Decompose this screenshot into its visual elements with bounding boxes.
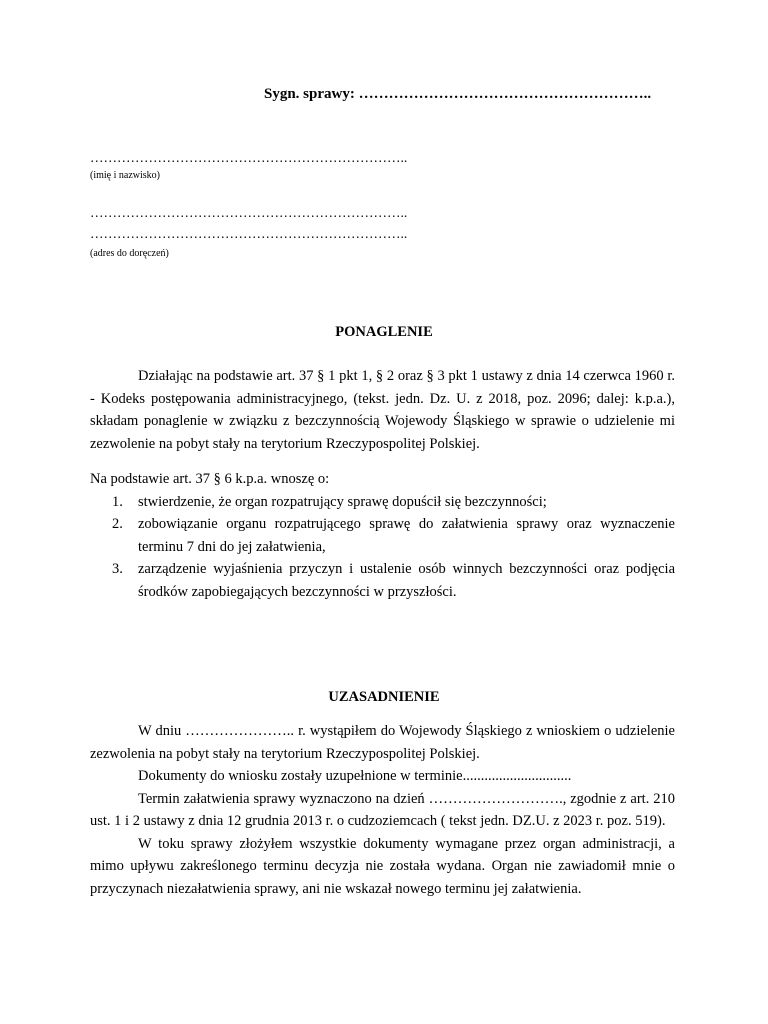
case-number-value: ………………………………………………….. [358,86,652,102]
list-item [90,558,675,603]
uzasadnienie-title: UZASADNIENIE [328,689,440,705]
sender-address-line-1: …………………………………………………………….. [90,205,408,220]
requests-list [90,491,675,604]
ponaglenie-intro-block [90,365,675,455]
requests-lead: Na podstawie art. 37 § 6 k.p.a. wnoszę o: [90,471,330,487]
sender-address-caption: (adres do doręczeń) [90,248,169,259]
list-item-number: 2. [112,516,123,532]
requests-block [90,468,675,603]
uzasadnienie-paragraph-4: W toku sprawy złożyłem wszystkie dokumenty wymagane przez organ administracji, a mimo upływu zakreślonego terminu decyzja nie została wydana. Organ nie zawiadomił mnie o przyczynach niezałatwienia sprawy, ani nie wskazał nowego terminu jej załatwienia. [90,835,675,897]
sender-name-line: …………………………………………………………….. [90,150,408,165]
ponaglenie-intro: Działając na podstawie art. 37 § 1 pkt 1, § 2 oraz § 3 pkt 1 ustawy z dnia 14 czerwca 1960 r. - Kodeks postępowania administracyjnego, (tekst. jedn. Dz. U. z 2018, poz. 2096; dalej: k.p.a.), składam ponaglenie w związku z bezczynnością Wojewody Śląskiego w sprawie o udzielenie mi zezwolenie na pobyt stały na terytorium Rzeczypospolitej Polskiej. [90,368,675,452]
sender-address-line-2: …………………………………………………………….. [90,226,408,241]
list-item [90,491,675,514]
list-item-text: zobowiązanie organu rozpatrującego sprawę do załatwienia sprawy oraz wyznaczenie terminu 7 dni do jej załatwienia, [138,516,675,555]
uzasadnienie-paragraph-3: Termin załatwienia sprawy wyznaczono na dzień ………………………., zgodnie z art. 210 ust. 1 i 2 ustawy z dnia 12 grudnia 2013 r. o cudzoziemcach ( tekst jedn. DZ.U. z 2023 r. poz. 519). [90,790,675,829]
case-number-line [264,86,651,103]
sender-name-caption: (imię i nazwisko) [90,170,160,181]
uzasadnienie-paragraph-1: W dniu ………………….. r. wystąpiłem do Wojewody Śląskiego z wnioskiem o udzielenie zezwolenia na pobyt stały na terytorium Rzeczypospolitej Polskiej. [90,723,675,762]
list-item-number: 1. [112,493,123,510]
list-item-number: 3. [112,561,123,577]
uzasadnienie-block [90,720,675,900]
list-item-text: stwierdzenie, że organ rozpatrujący sprawę dopuścił się bezczynności; [138,493,547,510]
ponaglenie-title: PONAGLENIE [335,324,433,340]
list-item [90,513,675,558]
case-number-label: Sygn. sprawy: [264,86,355,102]
uzasadnienie-paragraph-2: Dokumenty do wniosku zostały uzupełnione w terminie.............................. [138,768,572,784]
list-item-text: zarządzenie wyjaśnienia przyczyn i ustalenie osób winnych bezczynności oraz podjęcia środków zapobiegających bezczynności w przyszłości. [138,561,675,600]
